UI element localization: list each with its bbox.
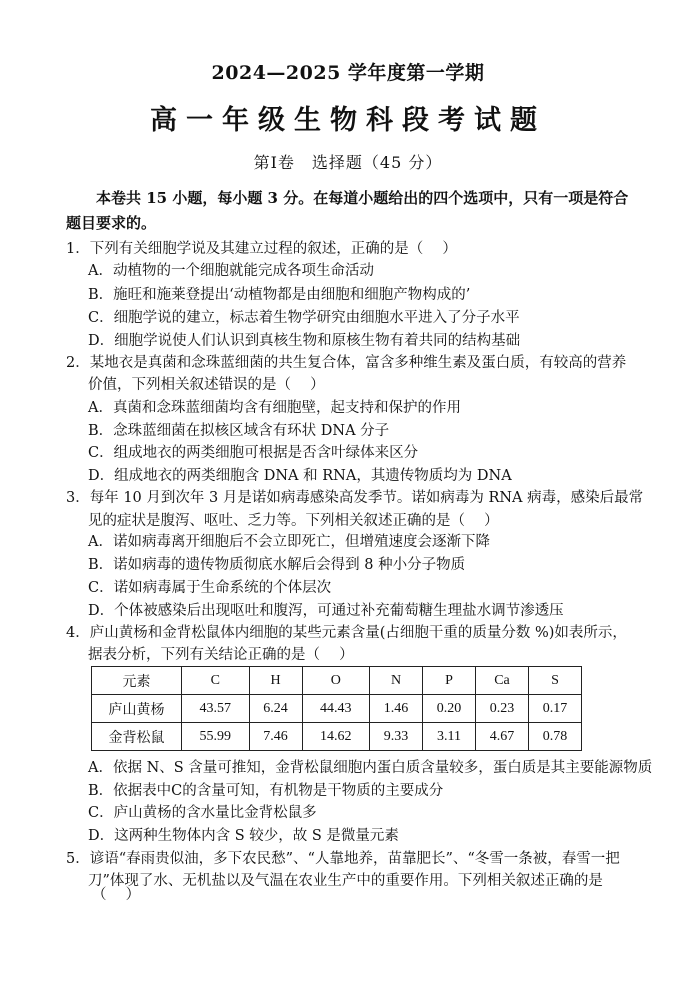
section-instructions: 本卷共 15 小题，每小题 3 分。在每道小题给出的四个选项中，只有一项是符合题目要求的。 <box>66 189 629 232</box>
question-1-stem: 1．下列有关细胞学说及其建立过程的叙述，正确的是（ ） <box>66 241 457 257</box>
table-header-cell: Ca <box>476 667 529 695</box>
question-2-option-c: C．组成地衣的两类细胞可根据是否含叶绿体来区分 <box>88 445 419 461</box>
question-4-stem-cont: 据表分析，下列有关结论正确的是（ ） <box>88 647 354 663</box>
school-year-title: 2024—2025 学年度第一学期 <box>211 62 485 84</box>
question-3-option-c: C．诺如病毒属于生命系统的个体层次 <box>88 580 332 596</box>
question-3-option-a: A．诺如病毒离开细胞后不会立即死亡，但增殖速度会逐渐下降 <box>88 534 490 550</box>
table-cell: 4.67 <box>476 723 529 751</box>
question-5-stem: 5．谚语“春雨贵似油，多下农民愁”、“人靠地养，苗靠肥长”、“冬雪一条被，春雪一把 <box>66 851 620 867</box>
question-3-option-d: D．个体被感染后出现呕吐和腹泻，可通过补充葡萄糖生理盐水调节渗透压 <box>88 603 564 619</box>
exam-title: 高一年级生物科段考试题 <box>150 105 546 136</box>
table-cell: 6.24 <box>249 695 302 723</box>
question-2-stem-cont: 价值，下列相关叙述错误的是（ ） <box>88 377 325 393</box>
table-cell: 14.62 <box>302 723 370 751</box>
question-2-stem: 2．某地衣是真菌和念珠蓝细菌的共生复合体，富含多种维生素及蛋白质，有较高的营养 <box>66 355 627 371</box>
question-4-stem: 4．庐山黄杨和金背松鼠体内细胞的某些元素含量(占细胞干重的质量分数 %)如表所示， <box>66 625 627 641</box>
table-cell: 7.46 <box>249 723 302 751</box>
table-cell: 43.57 <box>182 695 250 723</box>
table-cell: 55.99 <box>182 723 250 751</box>
question-1-option-a: A．动植物的一个细胞就能完成各项生命活动 <box>88 263 374 279</box>
table-cell: 3.11 <box>423 723 476 751</box>
question-2-option-b: B．念珠蓝细菌在拟核区域含有环状 DNA 分子 <box>88 423 390 439</box>
question-3-stem-cont: 见的症状是腹泻、呕吐、乏力等。下列相关叙述正确的是（ ） <box>88 513 499 529</box>
table-cell: 44.43 <box>302 695 370 723</box>
table-cell: 0.17 <box>529 695 582 723</box>
question-4-option-a: A．依据 N、S 含量可推知，金背松鼠细胞内蛋白质含量较多，蛋白质是其主要能源物质 <box>88 760 653 776</box>
question-3-stem: 3．每年 10 月到次年 3 月是诺如病毒感染高发季节。诺如病毒为 RNA 病毒，感染后最常 <box>66 490 644 506</box>
table-cell: 0.20 <box>423 695 476 723</box>
table-cell: 0.23 <box>476 695 529 723</box>
table-row <box>92 695 582 723</box>
table-header-cell: H <box>249 667 302 695</box>
table-header-cell: C <box>182 667 250 695</box>
table-header-cell: S <box>529 667 582 695</box>
table-cell: 0.78 <box>529 723 582 751</box>
question-2-option-a: A．真菌和念珠蓝细菌均含有细胞壁，起支持和保护的作用 <box>88 400 461 416</box>
question-1-option-d: D．细胞学说使人们认识到真核生物和原核生物有着共同的结构基础 <box>88 333 521 349</box>
table-header-cell: N <box>370 667 423 695</box>
section-title: 第Ⅰ卷 选择题（45 分） <box>253 153 443 172</box>
question-2-option-d: D．组成地衣的两类细胞含 DNA 和 RNA，其遗传物质均为 DNA <box>88 468 512 484</box>
table-header-row <box>92 667 582 695</box>
question-4-option-c: C．庐山黄杨的含水量比金背松鼠多 <box>88 805 317 821</box>
question-1-option-b: B．施旺和施莱登提出‘动植物都是由细胞和细胞产物构成的’ <box>88 287 471 303</box>
table-row <box>92 723 582 751</box>
table-cell: 1.46 <box>370 695 423 723</box>
table-header-cell: P <box>423 667 476 695</box>
question-4-option-d: D．这两种生物体内含 S 较少，故 S 是微量元素 <box>88 828 399 844</box>
table-row-label: 庐山黄杨 <box>92 695 182 723</box>
question-5-stem-cont: 刀”体现了水、无机盐以及气温在农业生产中的重要作用。下列相关叙述正确的是 <box>88 873 603 889</box>
table-cell: 9.33 <box>370 723 423 751</box>
question-3-option-b: B．诺如病毒的遗传物质彻底水解后会得到 8 种小分子物质 <box>88 557 466 573</box>
table-header-cell: O <box>302 667 370 695</box>
element-content-table <box>91 666 582 751</box>
question-1-option-c: C．细胞学说的建立，标志着生物学研究由细胞水平进入了分子水平 <box>88 310 520 326</box>
question-4-option-b: B．依据表中C的含量可知，有机物是干物质的主要成分 <box>88 783 444 799</box>
question-5-answer-blank: （ ） <box>92 887 141 903</box>
table-row-label: 金背松鼠 <box>92 723 182 751</box>
table-header-cell: 元素 <box>92 667 182 695</box>
